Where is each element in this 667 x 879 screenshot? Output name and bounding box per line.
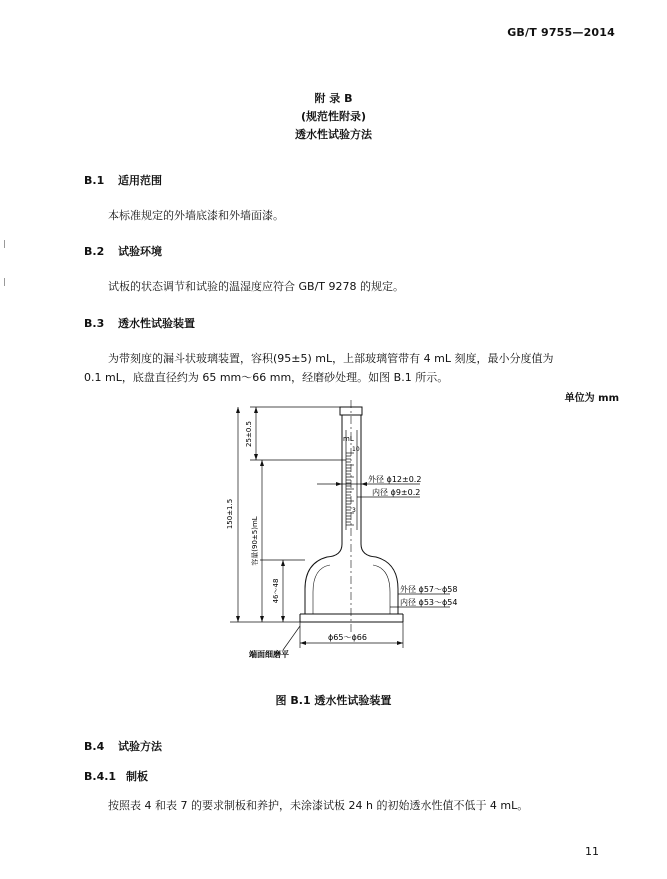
standard-code: GB/T 9755—2014 [507,26,615,39]
figure-caption: 图 B.1 透水性试验装置 [275,694,392,707]
section-title: 试验方法 [118,740,162,753]
section-text-b3-line1: 为带刻度的漏斗状玻璃装置，容积(95±5) mL，上部玻璃管带有 4 mL 刻度，最小分度值为 [108,352,554,365]
arrow-heads [236,407,403,645]
appendix-title: 附 录 B [314,92,353,105]
section-title: 透水性试验装置 [118,317,195,330]
appendix-type: (规范性附录) [300,110,367,123]
bowl-left [305,544,342,614]
dim-150-label: 150±1.5 [226,498,234,530]
section-text-b1: 本标准规定的外墙底漆和外墙面漆。 [108,209,284,222]
section-text-b3-line2: 0.1 mL，底盘直径约为 65 mm～66 mm，经磨砂处理。如图 B.1 所示。 [84,371,449,384]
section-number: B.4.1 [84,770,117,783]
section-title: 制板 [126,770,148,783]
base-outer-label: 外径 ϕ57～ϕ58 [400,585,458,594]
ground-note-label: 端面细磨平 [249,650,289,659]
dim-25-label: 25±0.5 [245,421,253,447]
graduation-scale [346,453,354,525]
section-number: B.4 [84,740,105,753]
section-heading-b41 [84,768,148,784]
section-title: 适用范围 [118,174,162,187]
bowl-inner-right [373,565,390,614]
scale-10-label: 10 [352,446,360,453]
unit-label: 单位为 mm [564,393,619,404]
ml-label: mL [343,435,354,443]
base-dia-label: ϕ65～ϕ66 [328,633,367,642]
scale-3-label: 3 [352,507,356,514]
section-text-b2: 试板的状态调节和试验的温湿度应符合 GB/T 9278 的规定。 [108,280,404,293]
dim-46-label: 46～48 [272,578,280,604]
section-text-b41: 按照表 4 和表 7 的要求制板和养护，未涂漆试板 24 h 的初始透水性值不低于 4 mL。 [108,799,529,812]
tube-outer-label: 外径 ϕ12±0.2 [368,475,422,484]
leader-ground [283,626,300,650]
section-heading-b4 [84,738,162,754]
dim-volume-label: 容量(90±5)mL [251,516,259,566]
bowl-inner-left [313,565,330,614]
section-number: B.2 [84,245,105,258]
base-inner-label: 内径 ϕ53～ϕ54 [400,598,458,607]
section-number: B.3 [84,317,105,330]
section-number: B.1 [84,174,105,187]
section-title: 试验环境 [118,245,162,258]
bowl-right [361,544,398,614]
tube-inner-label: 内径 ϕ9±0.2 [372,488,421,497]
appendix-name: 透水性试验方法 [295,128,372,141]
page-number: 11 [585,845,599,858]
